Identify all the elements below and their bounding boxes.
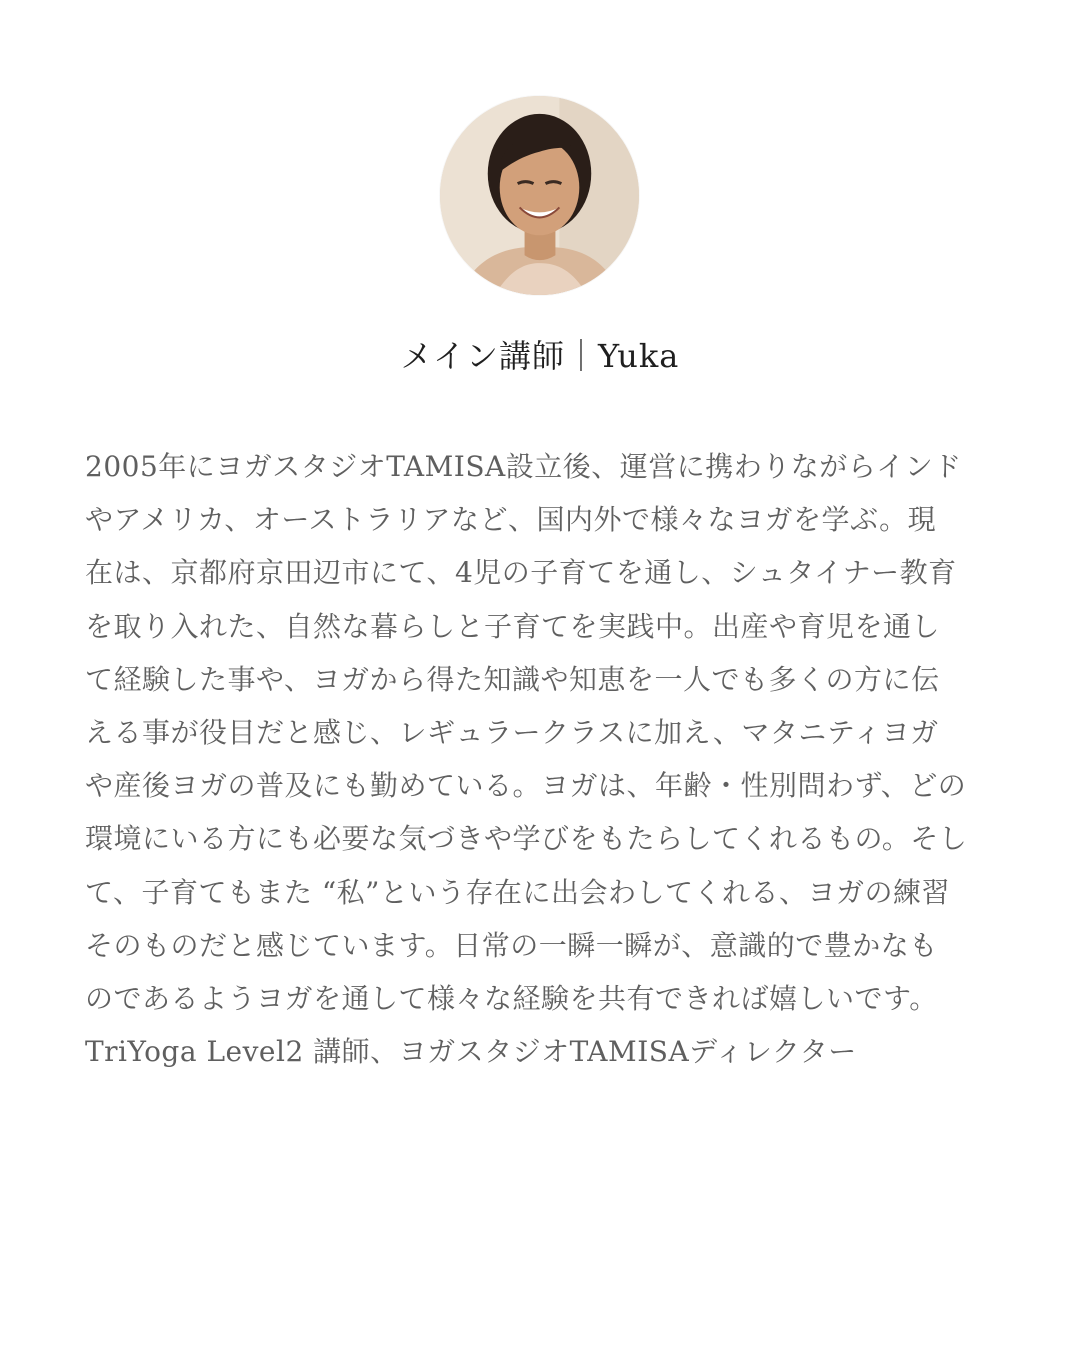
bio-line: 在は、京都府京田辺市にて、4児の子育てを通し、シュタイナー教育 [85, 556, 957, 590]
bio-line: や産後ヨガの普及にも勤めている。ヨガは、年齢・性別問わず、どの [85, 769, 967, 803]
bio-line: 環境にいる方にも必要な気づきや学びをもたらしてくれるもの。そし [85, 822, 968, 856]
bio-line: のであるようヨガを通して様々な経験を共有できれば嬉しいです。 [85, 981, 938, 1015]
bio-line: える事が役目だと感じ、レギュラークラスに加え、マタニティヨガ [85, 715, 939, 749]
bio-line: を取り入れた、自然な暮らしと子育てを実践中。出産や育児を通し [85, 609, 941, 643]
bio-line: やアメリカ、オーストラリアなど、国内外で様々なヨガを学ぶ。現 [85, 503, 937, 537]
bio-line: て経験した事や、ヨガから得た知識や知恵を一人でも多くの方に伝 [85, 662, 940, 696]
instructor-bio [85, 440, 1010, 1078]
bio-line: そのものだと感じています。日常の一瞬一瞬が、意識的で豊かなも [85, 928, 938, 962]
bio-line: て、子育てもまた “私”という存在に出会わしてくれる、ヨガの練習 [85, 875, 950, 909]
bio-line: 2005年にヨガスタジオTAMISA設立後、運営に携わりながらインド [85, 450, 962, 483]
instructor-photo [440, 96, 639, 295]
instructor-heading: メイン講師｜Yuka [400, 337, 680, 375]
instructor-avatar [440, 96, 639, 295]
instructor-credentials: TriYoga Level2 講師、ヨガスタジオTAMISAディレクター [85, 1035, 857, 1069]
